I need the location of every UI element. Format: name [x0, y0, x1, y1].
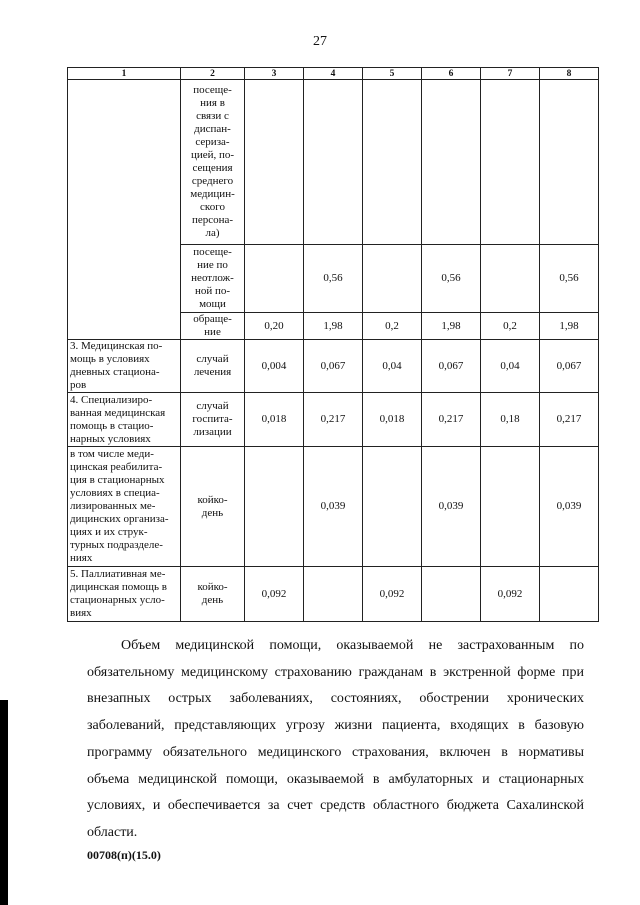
- value-cell: [304, 567, 363, 622]
- value-cell: 0,217: [540, 393, 599, 447]
- table-row: [68, 80, 599, 245]
- column-number-5: 5: [363, 68, 422, 80]
- column-number-4: 4: [304, 68, 363, 80]
- value-cell: 0,56: [422, 245, 481, 313]
- value-cell: [540, 567, 599, 622]
- value-cell: 0,067: [422, 340, 481, 393]
- table-row: [68, 340, 599, 393]
- column-number-2: 2: [181, 68, 245, 80]
- body-paragraph: [87, 633, 584, 847]
- value-cell: 0,039: [540, 447, 599, 567]
- value-cell: 0,56: [304, 245, 363, 313]
- unit-cell: обраще- ние: [181, 313, 245, 340]
- unit-cell: случай лечения: [181, 340, 245, 393]
- value-cell: [540, 80, 599, 245]
- value-cell: 0,2: [481, 313, 540, 340]
- value-cell: [245, 80, 304, 245]
- scan-edge-bar: [0, 700, 8, 905]
- value-cell: 0,092: [245, 567, 304, 622]
- value-cell: [481, 80, 540, 245]
- column-number-7: 7: [481, 68, 540, 80]
- value-cell: 1,98: [422, 313, 481, 340]
- unit-cell: случай госпита- лизации: [181, 393, 245, 447]
- value-cell: 0,04: [481, 340, 540, 393]
- value-cell: 0,092: [363, 567, 422, 622]
- norms-table: [67, 67, 599, 622]
- value-cell: 0,04: [363, 340, 422, 393]
- paragraph-text: Объем медицинской помощи, оказываемой не застрахованным по обязательному медицинскому страхованию гражданам в экстренной форме при внезапных острых заболеваниях, состояниях, обострении хронических заболеваний, представляющих угрозу жизни пациента, входящих в базовую программу обязательного медицинского страхования, включен в нормативы объема медицинской помощи, оказываемой в амбулаторных и стационарных условиях, и обеспечивается за счет средств областного бюджета Сахалинской области.: [87, 638, 584, 840]
- value-cell: 0,004: [245, 340, 304, 393]
- care-type-cell: 4. Специализиро- ванная медицинская помощь в стацио- нарных условиях: [68, 393, 181, 447]
- value-cell: [363, 447, 422, 567]
- unit-cell: посеще- ние по неотлож- ной по- мощи: [181, 245, 245, 313]
- value-cell: 0,2: [363, 313, 422, 340]
- page-number: 27: [313, 34, 327, 49]
- value-cell: 0,217: [422, 393, 481, 447]
- value-cell: [422, 80, 481, 245]
- value-cell: [481, 447, 540, 567]
- value-cell: 1,98: [304, 313, 363, 340]
- care-type-cell: [68, 80, 181, 340]
- value-cell: 0,217: [304, 393, 363, 447]
- unit-cell: койко- день: [181, 447, 245, 567]
- table-row: [68, 447, 599, 567]
- column-number-6: 6: [422, 68, 481, 80]
- table-header-row: [68, 68, 599, 80]
- column-number-8: 8: [540, 68, 599, 80]
- value-cell: 0,039: [304, 447, 363, 567]
- care-type-cell: 5. Паллиативная ме- дицинская помощь в стационарных усло- виях: [68, 567, 181, 622]
- value-cell: 0,018: [363, 393, 422, 447]
- care-type-cell: 3. Медицинская по- мощь в условиях дневных стациона- ров: [68, 340, 181, 393]
- value-cell: 0,20: [245, 313, 304, 340]
- unit-cell: койко- день: [181, 567, 245, 622]
- value-cell: [245, 245, 304, 313]
- value-cell: 0,067: [304, 340, 363, 393]
- table-row: [68, 567, 599, 622]
- value-cell: [481, 245, 540, 313]
- unit-cell: посеще- ния в связи с диспан- сериза- цией, по- сещения среднего медицин- ского персона- ла): [181, 80, 245, 245]
- value-cell: [363, 245, 422, 313]
- value-cell: 0,018: [245, 393, 304, 447]
- value-cell: 0,092: [481, 567, 540, 622]
- care-type-cell: в том числе меди- цинская реабилита- ция в стационарных условиях в специа- лизированных ме- дицинских организа- циях и их струк- турных подразделе- ниях: [68, 447, 181, 567]
- value-cell: 0,56: [540, 245, 599, 313]
- table-row: [68, 393, 599, 447]
- value-cell: 0,067: [540, 340, 599, 393]
- column-number-3: 3: [245, 68, 304, 80]
- document-code: 00708(п)(15.0): [87, 848, 161, 862]
- value-cell: [422, 567, 481, 622]
- value-cell: 0,039: [422, 447, 481, 567]
- value-cell: 0,18: [481, 393, 540, 447]
- column-number-1: 1: [68, 68, 181, 80]
- value-cell: [363, 80, 422, 245]
- value-cell: 1,98: [540, 313, 599, 340]
- value-cell: [245, 447, 304, 567]
- value-cell: [304, 80, 363, 245]
